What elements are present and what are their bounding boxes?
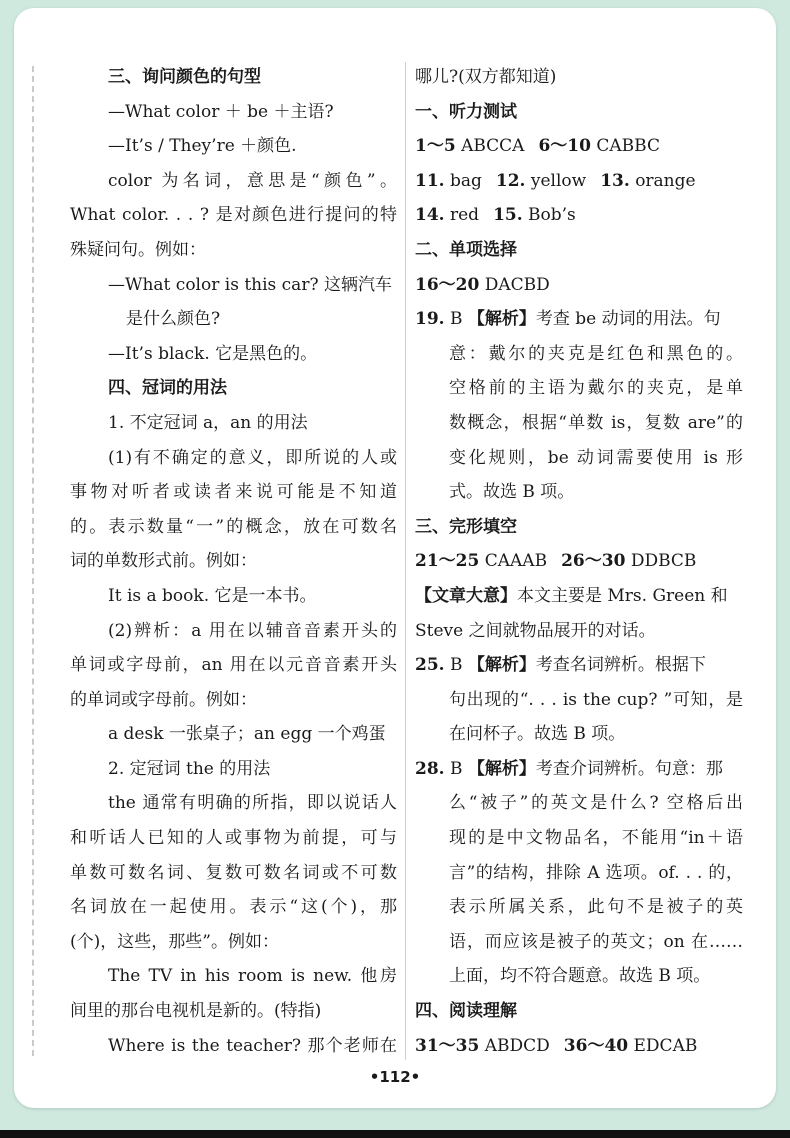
text-line: 的。表示数量“一”的概念，放在可数名	[70, 516, 397, 537]
text-line: What color. . . ? 是对颜色进行提问的特	[70, 205, 397, 226]
question-range: 36～40	[563, 1035, 629, 1056]
text-line: 的单词或字母前。例如：	[70, 689, 257, 710]
text-line: Where is the teacher? 那个老师在	[108, 1035, 397, 1056]
answer-line	[415, 268, 743, 303]
summary-text: 本文主要是 Mrs. Green 和	[517, 585, 728, 606]
text-line: 表示所属关系，此句不是被子的英	[449, 897, 743, 918]
answer-key: orange	[635, 170, 696, 191]
left-column	[70, 60, 397, 1063]
analysis-tag: 【解析】	[467, 655, 536, 676]
answer-key: EDCAB	[633, 1035, 698, 1056]
text-line: (1)有不确定的意义，即所说的人或	[108, 447, 397, 468]
answer-key: CABBC	[596, 136, 660, 157]
question-number: 11.	[415, 170, 445, 191]
question-range: 16～20	[415, 274, 480, 295]
answer-line	[415, 198, 743, 233]
section-heading-listening: 一、听力测试	[415, 101, 517, 122]
text-line: 词的单数形式前。例如：	[70, 551, 257, 572]
text-line: 殊疑问句。例如：	[70, 239, 206, 260]
answer-option: B	[449, 655, 463, 676]
text-line: (个)，这些，那些”。例如：	[70, 931, 279, 952]
question-range: 21～25	[415, 551, 480, 572]
text-line: (2)辨析：a 用在以辅音音素开头的	[108, 620, 397, 641]
text-line: 单词或字母前，an 用在以元音音素开头	[70, 655, 397, 676]
bottom-bar	[0, 1130, 790, 1138]
question-number: 28.	[415, 758, 445, 779]
text-line: 变化规则，be 动词需要使用 is 形	[449, 447, 743, 468]
answer-key: DDBCB	[630, 551, 697, 572]
text-line: 间里的那台电视机是新的。(特指)	[70, 1001, 322, 1022]
text-line: —It’s / They’re ＋颜色.	[108, 136, 297, 157]
question-range: 1～5	[415, 136, 456, 157]
text-line: a desk 一张桌子；an egg 一个鸡蛋	[108, 724, 386, 745]
text-line: 和听话人已知的人或事物为前提，可与	[70, 828, 397, 849]
explanation-text: 考查介词辨析。句意：那	[535, 758, 723, 779]
summary-line	[415, 579, 743, 614]
section-heading-cloze: 三、完形填空	[415, 516, 517, 537]
answer-line	[415, 1029, 743, 1064]
text-line: —It’s black. 它是黑色的。	[108, 343, 318, 364]
answer-key: CAAAB	[484, 551, 548, 572]
text-line: 么“被子”的英文是什么? 空格后出	[449, 793, 743, 814]
section-heading-single-choice: 二、单项选择	[415, 239, 517, 260]
right-column	[415, 60, 743, 1063]
text-line: color 为名词，意思是“颜色”。	[108, 170, 397, 191]
section-heading-color-questions: 三、询问颜色的句型	[108, 67, 261, 87]
question-number: 15.	[493, 205, 523, 226]
explanation-text: 考查名词辨析。根据下	[535, 655, 706, 676]
text-line: the 通常有明确的所指，即以说话人	[108, 793, 397, 814]
explanation-line	[415, 648, 743, 683]
text-line: —What color is this car? 这辆汽车	[108, 274, 392, 295]
explanation-line	[415, 302, 743, 337]
decorative-dashed-line	[32, 66, 39, 1056]
answer-line	[415, 129, 743, 164]
analysis-tag: 【解析】	[467, 309, 536, 330]
text-line: 言”的结构，排除 A 选项。of. . . 的，	[449, 862, 743, 883]
answer-line	[415, 164, 743, 199]
question-number: 25.	[415, 655, 445, 676]
question-range: 26～30	[561, 551, 626, 572]
answer-key: DACBD	[484, 274, 550, 295]
column-divider	[405, 62, 406, 1060]
question-number: 14.	[415, 205, 445, 226]
text-line: 现的是中文物品名，不能用“in＋语	[449, 828, 743, 849]
answer-key: red	[449, 205, 480, 226]
question-range: 31～35	[415, 1035, 480, 1056]
answer-key: bag	[449, 170, 482, 191]
answer-line	[415, 544, 743, 579]
text-line: 在问杯子。故选 B 项。	[449, 724, 626, 745]
text-line: It is a book. 它是一本书。	[108, 585, 317, 606]
text-line: 数概念，根据“单数 is，复数 are”的	[449, 412, 743, 433]
text-line: The TV in his room is new. 他房	[108, 966, 397, 987]
text-line: —What color ＋ be ＋主语?	[108, 101, 334, 122]
answer-key: ABDCD	[484, 1035, 550, 1056]
text-line: 名词放在一起使用。表示“这(个)，那	[70, 897, 397, 918]
summary-tag: 【文章大意】	[415, 585, 517, 606]
text-line: 空格前的主语为戴尔的夹克，是单	[449, 378, 743, 399]
text-line: 式。故选 B 项。	[449, 482, 575, 503]
question-range: 6～10	[538, 136, 591, 157]
text-line: 句出现的“. . . is the cup? ”可知，是	[449, 689, 743, 710]
text-line: Steve 之间就物品展开的对话。	[415, 620, 656, 641]
text-line: 单数可数名词、复数可数名词或不可数	[70, 862, 397, 883]
section-heading-articles: 四、冠词的用法	[108, 378, 227, 399]
text-line: 事物对听者或读者来说可能是不知道	[70, 482, 397, 503]
question-number: 13.	[600, 170, 630, 191]
explanation-text: 考查 be 动词的用法。句	[535, 309, 721, 330]
section-heading-reading: 四、阅读理解	[415, 1001, 517, 1022]
text-line: 哪儿?(双方都知道)	[415, 67, 557, 87]
text-line: 是什么颜色?	[126, 309, 221, 330]
answer-key: Bob’s	[528, 205, 576, 226]
text-line: 意：戴尔的夹克是红色和黑色的。	[449, 343, 743, 364]
text-line: 语，而应该是被子的英文；on 在……	[449, 931, 743, 952]
answer-key: yellow	[530, 170, 587, 191]
page-number: •112•	[369, 1068, 421, 1086]
answer-option: B	[449, 758, 463, 779]
question-number: 19.	[415, 309, 445, 330]
analysis-tag: 【解析】	[467, 758, 536, 779]
question-number: 12.	[495, 170, 526, 191]
text-line: 2. 定冠词 the 的用法	[108, 758, 271, 779]
answer-option: B	[449, 309, 463, 330]
text-line: 上面，均不符合题意。故选 B 项。	[449, 966, 711, 987]
text-line: 1. 不定冠词 a，an 的用法	[108, 412, 308, 433]
answer-key: ABCCA	[461, 136, 525, 157]
explanation-line	[415, 752, 743, 787]
